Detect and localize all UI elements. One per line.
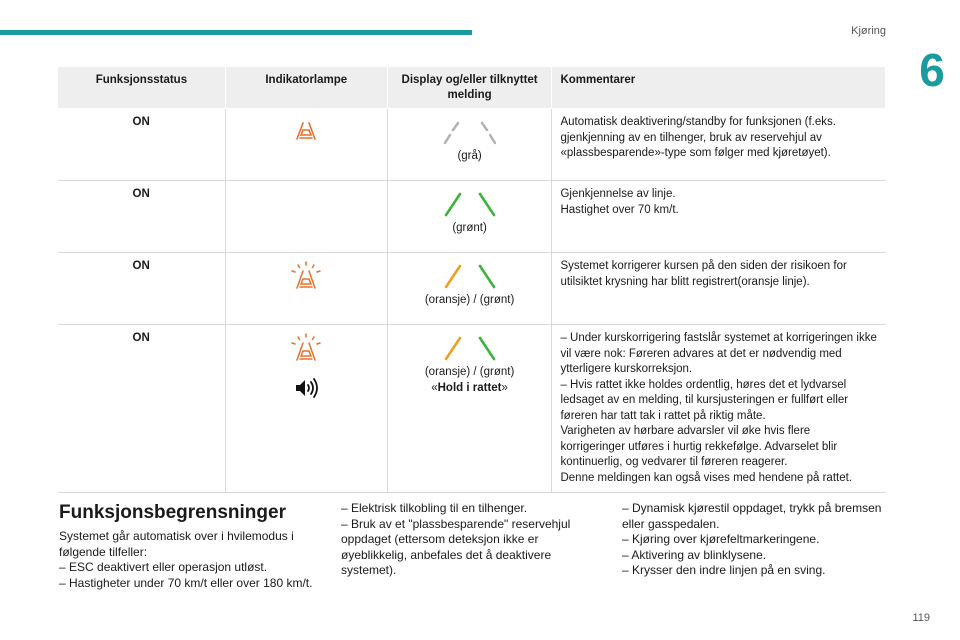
header-accent-bar <box>0 30 472 35</box>
col-header-display: Display og/eller tilknyttet melding <box>387 67 552 109</box>
hold-wheel-message: Hold i rattet <box>437 381 502 394</box>
lane-assist-lamp-icon <box>289 261 323 291</box>
comment-line: Denne meldingen kan også vises med hendene på rattet. <box>560 471 852 484</box>
limits-item: – Hastigheter under 70 km/t eller over 180 km/t. <box>59 575 313 590</box>
comment-line: Hastighet over 70 km/t. <box>560 203 679 216</box>
limits-item: – ESC deaktivert eller operasjon utløst. <box>59 560 268 574</box>
quote-close: » <box>501 381 508 394</box>
display-cell <box>387 253 552 325</box>
limits-column-3 <box>622 501 887 579</box>
quote-open: « <box>431 381 438 394</box>
table-row <box>58 181 886 253</box>
limits-item: – Aktivering av blinklysene. <box>622 547 767 562</box>
table-row <box>58 253 886 325</box>
limits-item: – Dynamisk kjørestil oppdaget, trykk på bremsen eller gasspedalen. <box>622 501 882 531</box>
status-cell: ON <box>58 253 226 325</box>
lane-lines-icon <box>440 335 500 363</box>
limits-item: – Bruk av et "plassbesparende" reservehjul oppdaget (ettersom deteksjon ikke er øyeblikkelig, anbefales det å deaktivere systemet). <box>341 516 571 577</box>
lamp-cell <box>225 253 387 325</box>
comment-cell <box>552 325 886 493</box>
table-header-row <box>58 67 886 109</box>
limits-item: – Kjøring over kjørefeltmarkeringene. <box>622 532 820 546</box>
lane-lines-icon <box>440 263 500 291</box>
lamp-cell <box>225 181 387 253</box>
display-caption: (oransje) / (grønt) <box>424 294 515 306</box>
limits-column-1 <box>59 529 324 591</box>
limits-heading: Funksjonsbegrensninger <box>59 502 286 523</box>
function-status-table <box>57 66 886 493</box>
display-cell <box>387 181 552 253</box>
section-title: Kjøring <box>851 25 886 37</box>
lamp-cell <box>225 325 387 493</box>
comment-line: Gjenkjennelse av linje. <box>560 188 676 200</box>
lane-assist-lamp-icon <box>289 333 323 363</box>
chapter-number: 6 <box>904 40 960 100</box>
comment-cell <box>552 181 886 253</box>
limits-column-2 <box>341 501 606 579</box>
comment-line: Systemet korrigerer kursen på den siden der risikoen for utilsiktet krysning har blitt registrert(oransje linje). <box>560 260 847 288</box>
display-caption: (oransje) / (grønt) <box>424 366 515 378</box>
comment-line: Automatisk deaktivering/standby for funksjonen (f.eks. gjenkjenning av en tilhenger, bruk av reservehjul av «plassbesparende»-type som følger med kjøretøyet). <box>560 116 836 159</box>
table-row <box>58 109 886 181</box>
col-header-status: Funksjonsstatus <box>58 67 226 109</box>
lane-lines-icon <box>440 119 500 147</box>
display-caption: (grønt) <box>452 222 487 234</box>
comment-line: Varigheten av hørbare advarsler vil øke hvis flere korrigeringer utføres i hurtig rekkefølge. Advarselet blir kontinuerlig, og vedvarer til føreren reagerer. <box>560 425 838 468</box>
display-caption: (grå) <box>457 150 482 162</box>
status-cell: ON <box>58 325 226 493</box>
status-cell: ON <box>58 181 226 253</box>
col-header-comments: Kommentarer <box>552 67 886 109</box>
limits-item: – Elektrisk tilkobling til en tilhenger. <box>341 501 528 515</box>
comment-cell <box>552 253 886 325</box>
col-header-lamp: Indikatorlampe <box>225 67 387 109</box>
limits-item: – Krysser den indre linjen på en sving. <box>622 563 826 577</box>
lamp-cell <box>225 109 387 181</box>
lane-assist-lamp-icon <box>291 117 321 143</box>
display-message <box>396 381 544 397</box>
comment-line: – Under kurskorrigering fastslår systemet at korrigeringen ikke vil være nok: Føreren advares at det er nødvendig med ytterligere kurskorreksjon. <box>560 332 877 375</box>
lane-lines-icon <box>440 191 500 219</box>
display-cell <box>387 109 552 181</box>
comment-cell <box>552 109 886 181</box>
speaker-icon <box>293 377 319 399</box>
limits-text: Systemet går automatisk over i hvilemodus i følgende tilfeller: <box>59 529 294 559</box>
comment-line: – Hvis rattet ikke holdes ordentlig, høres det et lydvarsel ledsaget av en melding, til kursjusteringen er fullført eller føreren har tatt tak i rattet på riktig måte. <box>560 378 849 422</box>
display-cell <box>387 325 552 493</box>
table-row <box>58 325 886 493</box>
page-number: 119 <box>912 612 930 624</box>
status-cell: ON <box>58 109 226 181</box>
